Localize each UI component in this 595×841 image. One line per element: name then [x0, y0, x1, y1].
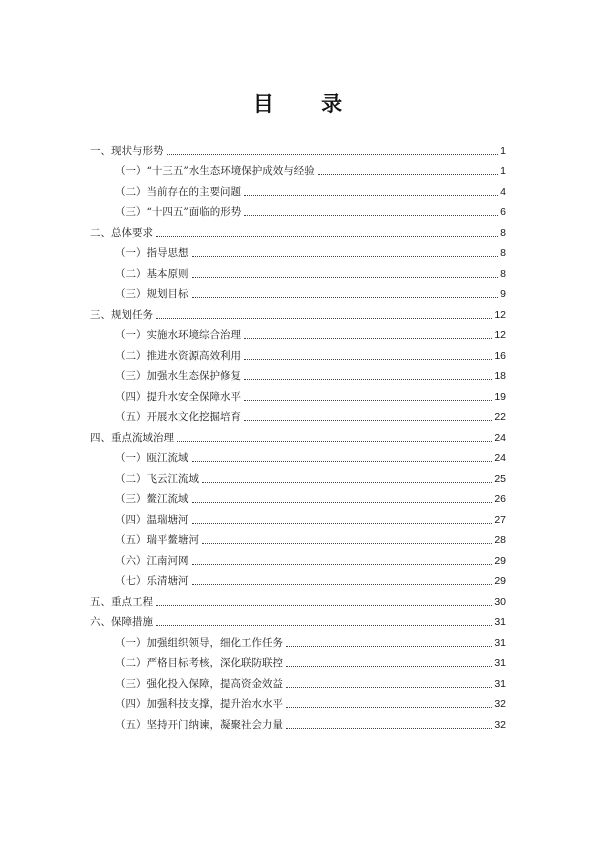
toc-entry-text: （一）实施水环境综合治理 — [115, 329, 241, 341]
toc-section-entry[interactable] — [90, 322, 506, 343]
toc-page-number: 30 — [494, 595, 506, 608]
dot-leader — [286, 707, 492, 708]
toc-entry-text: （五）开展水文化挖掘培育 — [115, 411, 241, 423]
toc-entry-text: （六）江南河网 — [115, 554, 189, 567]
toc-page-number: 6 — [500, 206, 506, 218]
dot-leader — [192, 502, 493, 503]
dot-leader — [192, 584, 493, 585]
toc-entry-text: （一）瓯江流域 — [115, 452, 189, 464]
dot-leader — [244, 215, 498, 216]
toc-page-number: 27 — [494, 513, 506, 526]
toc-entry-text: （三）加强水生态保护修复 — [115, 370, 241, 382]
toc-section-entry[interactable] — [90, 178, 506, 199]
toc-entry-text: 六、保障措施 — [90, 616, 153, 628]
toc-page-number: 1 — [500, 165, 506, 177]
toc-entry-text: （一）“十三五”水生态环境保护成效与经验 — [115, 165, 315, 177]
toc-section-entry[interactable] — [90, 342, 506, 363]
toc-section-entry[interactable] — [90, 506, 506, 527]
toc-entry-text: 五、重点工程 — [90, 595, 153, 608]
toc-page-number: 9 — [500, 288, 506, 300]
dot-leader — [177, 441, 492, 442]
toc-section-entry[interactable] — [90, 240, 506, 261]
toc-chapter-entry[interactable] — [90, 137, 506, 158]
dot-leader — [156, 605, 492, 606]
toc-page-number: 24 — [494, 452, 506, 464]
toc-page-number: 19 — [494, 390, 506, 403]
dot-leader — [192, 297, 499, 298]
toc-section-entry[interactable] — [90, 158, 506, 179]
toc-title: 目 录 — [252, 92, 363, 116]
toc-entry-text: （五）坚持开门纳谏，凝聚社会力量 — [115, 718, 283, 731]
toc-section-entry[interactable] — [90, 404, 506, 425]
toc-entry-text: （三）规划目标 — [115, 288, 189, 300]
toc-page-number: 29 — [494, 575, 506, 587]
table-of-contents — [90, 137, 506, 732]
dot-leader — [318, 174, 498, 175]
toc-page-number: 8 — [500, 226, 506, 239]
toc-page-number: 31 — [494, 636, 506, 649]
toc-section-entry[interactable] — [90, 691, 506, 712]
toc-page-number: 16 — [494, 349, 506, 362]
toc-page-number: 4 — [500, 185, 506, 198]
toc-entry-text: 二、总体要求 — [90, 226, 153, 239]
toc-page-number: 32 — [494, 718, 506, 731]
toc-page-number: 32 — [494, 698, 506, 710]
dot-leader — [286, 666, 492, 667]
toc-chapter-entry[interactable] — [90, 219, 506, 240]
toc-entry-text: （四）加强科技支撑，提升治水水平 — [115, 698, 283, 710]
dot-leader — [156, 318, 492, 319]
dot-leader — [192, 564, 493, 565]
toc-page-number: 25 — [494, 472, 506, 485]
toc-entry-text: 四、重点流域治理 — [90, 431, 174, 444]
toc-page-number: 31 — [494, 616, 506, 628]
dot-leader — [156, 236, 498, 237]
toc-page-number: 12 — [494, 329, 506, 341]
toc-entry-text: （一）加强组织领导，细化工作任务 — [115, 636, 283, 649]
toc-entry-text: （一）指导思想 — [115, 247, 189, 259]
toc-chapter-entry[interactable] — [90, 588, 506, 609]
toc-page-number: 26 — [494, 493, 506, 505]
dot-leader — [202, 543, 492, 544]
dot-leader — [192, 461, 493, 462]
toc-section-entry[interactable] — [90, 629, 506, 650]
dot-leader — [286, 687, 492, 688]
toc-entry-text: （二）当前存在的主要问题 — [115, 185, 241, 198]
toc-entry-text: （二）推进水资源高效利用 — [115, 349, 241, 362]
toc-section-entry[interactable] — [90, 711, 506, 732]
dot-leader — [286, 728, 492, 729]
toc-entry-text: （三）强化投入保障，提高资金效益 — [115, 677, 283, 690]
toc-section-entry[interactable] — [90, 445, 506, 466]
dot-leader — [244, 420, 492, 421]
toc-section-entry[interactable] — [90, 486, 506, 507]
dot-leader — [156, 625, 492, 626]
dot-leader — [244, 195, 498, 196]
toc-chapter-entry[interactable] — [90, 424, 506, 445]
dot-leader — [244, 400, 492, 401]
toc-entry-text: 一、现状与形势 — [90, 144, 164, 157]
toc-entry-text: （四）提升水安全保障水平 — [115, 390, 241, 403]
toc-page-number: 1 — [500, 144, 506, 157]
dot-leader — [244, 359, 492, 360]
dot-leader — [192, 277, 499, 278]
toc-section-entry[interactable] — [90, 465, 506, 486]
toc-page-number: 29 — [494, 554, 506, 567]
toc-entry-text: （七）乐清塘河 — [115, 575, 189, 587]
dot-leader — [286, 646, 492, 647]
toc-section-entry[interactable] — [90, 650, 506, 671]
toc-page-number: 8 — [500, 247, 506, 259]
toc-section-entry[interactable] — [90, 260, 506, 281]
toc-entry-text: 三、规划任务 — [90, 308, 153, 321]
dot-leader — [244, 338, 492, 339]
toc-page-number: 28 — [494, 534, 506, 546]
toc-section-entry[interactable] — [90, 527, 506, 548]
toc-page-number: 24 — [494, 431, 506, 444]
toc-entry-text: （二）基本原则 — [115, 267, 189, 280]
dot-leader — [202, 482, 492, 483]
dot-leader — [192, 256, 499, 257]
toc-entry-text: （三）鳌江流域 — [115, 493, 189, 505]
dot-leader — [167, 154, 499, 155]
toc-page-number: 31 — [494, 657, 506, 669]
toc-page-number: 22 — [494, 411, 506, 423]
toc-section-entry[interactable] — [90, 281, 506, 302]
toc-entry-text: （五）瑞平鳌塘河 — [115, 534, 199, 546]
dot-leader — [244, 379, 492, 380]
toc-chapter-entry[interactable] — [90, 301, 506, 322]
toc-page-number: 31 — [494, 677, 506, 690]
toc-section-entry[interactable] — [90, 670, 506, 691]
toc-entry-text: （二）严格目标考核，深化联防联控 — [115, 657, 283, 669]
toc-section-entry[interactable] — [90, 199, 506, 220]
toc-page-number: 18 — [494, 370, 506, 382]
toc-entry-text: （二）飞云江流域 — [115, 472, 199, 485]
toc-page-number: 12 — [494, 308, 506, 321]
dot-leader — [192, 523, 493, 524]
toc-section-entry[interactable] — [90, 363, 506, 384]
toc-entry-text: （三）“十四五”面临的形势 — [115, 206, 242, 218]
toc-section-entry[interactable] — [90, 383, 506, 404]
toc-section-entry[interactable] — [90, 568, 506, 589]
toc-chapter-entry[interactable] — [90, 609, 506, 630]
toc-page-number: 8 — [500, 267, 506, 280]
toc-entry-text: （四）温瑞塘河 — [115, 513, 189, 526]
toc-section-entry[interactable] — [90, 547, 506, 568]
